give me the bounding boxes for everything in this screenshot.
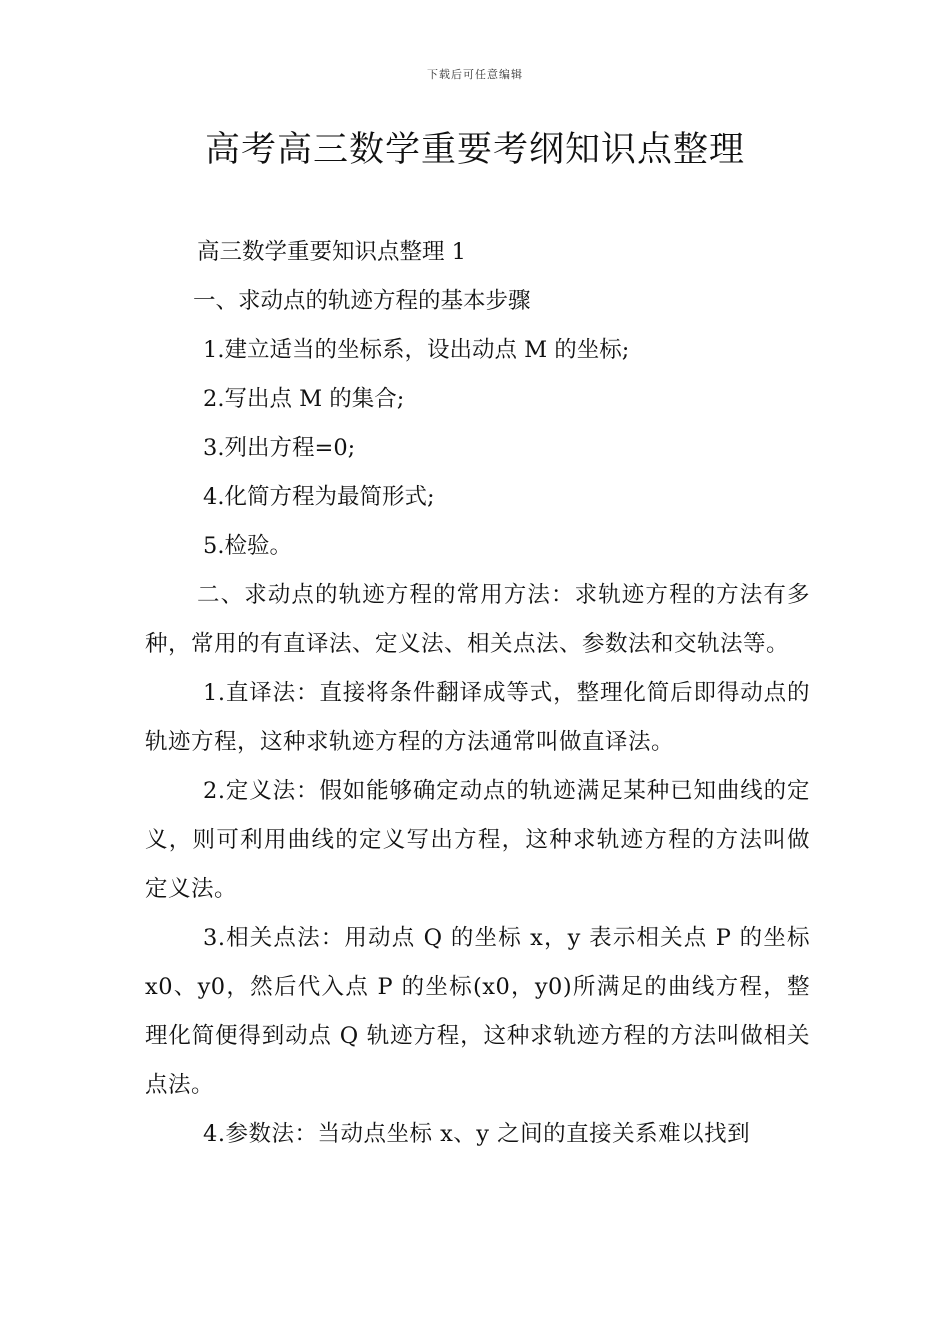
method-1-paragraph: 1.直译法：直接将条件翻译成等式，整理化简后即得动点的轨迹方程，这种求轨迹方程的方法通常叫做直译法。 [145,680,810,755]
document-title: 高考高三数学重要考纲知识点整理 [204,130,745,170]
step-4: 4.化简方程为最简形式; [203,484,435,510]
method-2-paragraph: 2.定义法：假如能够确定动点的轨迹满足某种已知曲线的定义，则可利用曲线的定义写出方程，这种求轨迹方程的方法叫做定义法。 [145,778,810,902]
step-1: 1.建立适当的坐标系，设出动点 M 的坐标; [203,337,630,363]
method-3-paragraph: 3.相关点法：用动点 Q 的坐标 x，y 表示相关点 P 的坐标 x0、y0，然后代入点 P 的坐标(x0，y0)所满足的曲线方程，整理化简便得到动点 Q 轨迹方程，这种求轨迹方程的方法叫做相关点法。 [145,925,810,1098]
header-note: 下载后可任意编辑 [427,68,523,81]
step-2: 2.写出点 M 的集合; [203,386,405,412]
method-4-paragraph: 4.参数法：当动点坐标 x、y 之间的直接关系难以找到 [203,1121,751,1147]
subtitle-line: 高三数学重要知识点整理 1 [197,239,466,265]
step-5: 5.检验。 [203,533,292,559]
section-heading-1: 一、求动点的轨迹方程的基本步骤 [193,288,531,314]
document-body [145,228,810,1159]
section-2-paragraph: 二、求动点的轨迹方程的常用方法：求轨迹方程的方法有多种，常用的有直译法、定义法、相关点法、参数法和交轨法等。 [145,582,810,657]
step-3: 3.列出方程=0; [203,435,356,461]
